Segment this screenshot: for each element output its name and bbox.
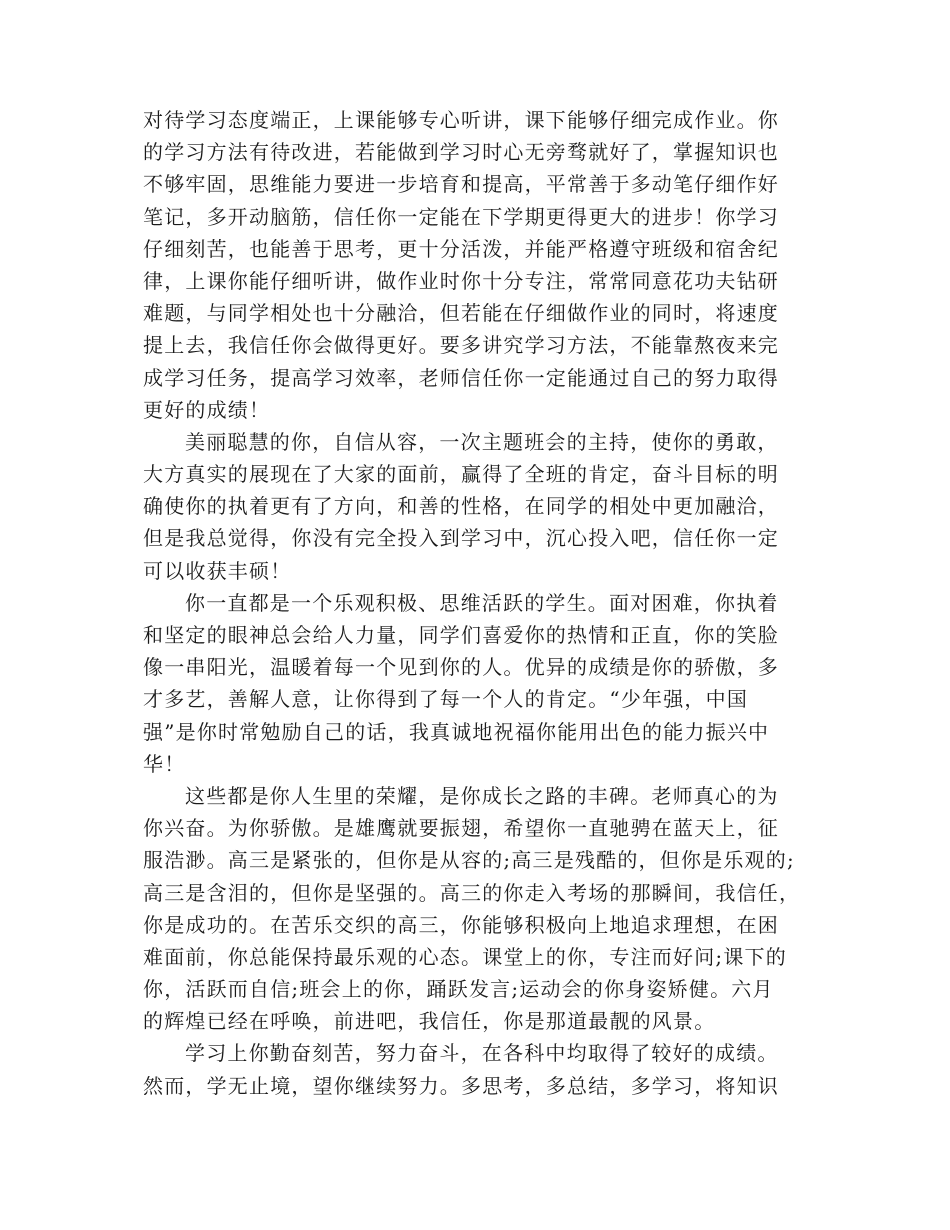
text-line: 你，活跃而自信;班会上的你，踊跃发言;运动会的你身姿矫健。六月 <box>143 977 774 1002</box>
text-line: 高三是含泪的，但你是坚强的。高三的你走入考场的那瞬间，我信任， <box>143 880 801 905</box>
text-line: 更好的成绩！ <box>143 397 271 422</box>
text-line: 像一串阳光，温暖着每一个见到你的人。优异的成绩是你的骄傲，多 <box>143 655 779 680</box>
text-line: 但是我总觉得，你没有完全投入到学习中，沉心投入吧，信任你一定 <box>143 526 779 551</box>
text-line: 笔记，多开动脑筋，信任你一定能在下学期更得更大的进步！你学习 <box>143 204 779 229</box>
text-line: 你一直都是一个乐观积极、思维活跃的学生。面对困难，你执着 <box>185 590 779 615</box>
text-line: 可以收获丰硕！ <box>143 558 292 583</box>
text-line: 的学习方法有待改进，若能做到学习时心无旁骛就好了，掌握知识也 <box>143 140 779 165</box>
text-line: 的辉煌已经在呼唤，前进吧，我信任，你是那道最靓的风景。 <box>143 1009 716 1034</box>
text-line: 律，上课你能仔细听讲，做作业时你十分专注，常常同意花功夫钻研 <box>143 268 779 293</box>
text-line: 才多艺，善解人意，让你得到了每一个人的肯定。“少年强，中国 <box>143 687 749 712</box>
text-line: 服浩渺。高三是紧张的，但你是从容的;高三是残酷的，但你是乐观的; <box>143 848 795 873</box>
text-line: 美丽聪慧的你，自信从容，一次主题班会的主持，使你的勇敢， <box>185 429 779 454</box>
text-line: 和坚定的眼神总会给人力量，同学们喜爱你的热情和正直，你的笑脸 <box>143 623 779 647</box>
paragraph <box>143 780 818 1038</box>
paragraph <box>143 104 818 426</box>
text-line: 提上去，我信任你会做得更好。要多讲究学习方法，不能靠熬夜来完 <box>143 333 779 358</box>
text-line: 难面前，你总能保持最乐观的心态。课堂上的你，专注而好问;课下的 <box>143 944 787 969</box>
text-line: 大方真实的展现在了大家的面前，赢得了全班的肯定，奋斗目标的明 <box>143 462 779 487</box>
paragraph <box>143 587 818 780</box>
text-line: 你兴奋。为你骄傲。是雄鹰就要振翅，希望你一直驰骋在蓝天上，征 <box>143 816 779 841</box>
text-line: 不够牢固，思维能力要进一步培育和提高，平常善于多动笔仔细作好 <box>143 172 779 197</box>
text-line: 这些都是你人生里的荣耀，是你成长之路的丰碑。老师真心的为 <box>185 783 779 808</box>
text-line: 仔细刻苦，也能善于思考，更十分活泼，并能严格遵守班级和宿舍纪 <box>143 236 779 261</box>
text-line: 确使你的执着更有了方向，和善的性格，在同学的相处中更加融洽， <box>143 494 779 519</box>
text-line: 学习上你勤奋刻苦，努力奋斗，在各科中均取得了较好的成绩。 <box>185 1041 779 1066</box>
document-body <box>143 104 818 1102</box>
text-line: 华！ <box>143 751 186 776</box>
text-line: 对待学习态度端正，上课能够专心听讲，课下能够仔细完成作业。你 <box>143 108 779 132</box>
text-line: 强”是你时常勉励自己的话，我真诚地祝福你能用出色的能力振兴中 <box>143 719 770 744</box>
paragraph <box>143 426 818 587</box>
text-line: 成学习任务，提高学习效率，老师信任你一定能通过自己的努力取得 <box>143 365 779 390</box>
paragraph <box>143 1037 818 1101</box>
text-line: 难题，与同学相处也十分融洽，但若能在仔细做作业的同时，将速度 <box>143 301 779 326</box>
text-line: 你是成功的。在苦乐交织的高三，你能够积极向上地追求理想，在困 <box>143 912 779 937</box>
text-line: 然而，学无止境，望你继续努力。多思考，多总结，多学习，将知识 <box>143 1073 779 1098</box>
